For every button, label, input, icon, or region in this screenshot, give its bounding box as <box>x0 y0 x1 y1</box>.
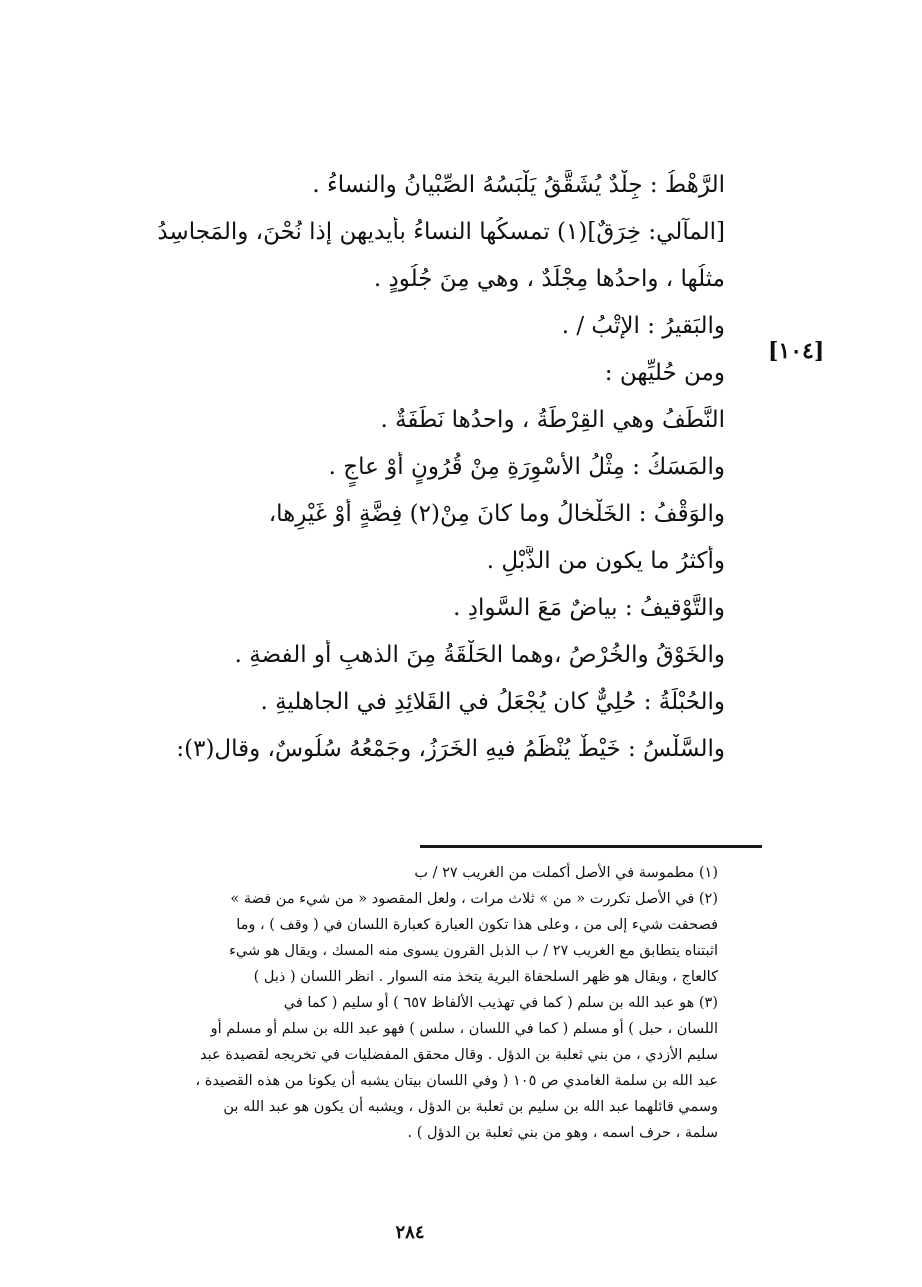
footnote-line: اللسان ، حبل ) أو مسلم ( كما في اللسان ، سلس ) فهو عبد الله بن سلم أو مسلم أو <box>210 1021 718 1037</box>
footnote-line: عبد الله بن سلمة الغامدي ص ١٠٥ ( وفي اللسان بيتان يشبه أن يكونا من هذه القصيدة ، <box>195 1073 718 1089</box>
footnote-line: كالعاج ، ويقال هو ظهر السلحفاة البرية يتخذ منه السوار . انظر اللسان ( ذبل ) <box>253 969 718 985</box>
footnote-line: اثبتناه يتطابق مع الغريب ٢٧ / ب الذبل القرون يسوى منه المسك ، ويقال هو شيء <box>229 943 718 959</box>
footnote-line: فصحفت شيء إلى من ، وعلى هذا تكون العبارة كعبارة اللسان في ( وقف ) ، وما <box>236 917 718 933</box>
text-line: [المآلي: خِرَقٌ](١) تمسكُها النساءُ بأيديهن إذا نُحْنَ، والمَجاسِدُ <box>157 219 725 245</box>
text-line: والوَقْفُ : الخَلْخالُ وما كانَ مِنْ(٢) فِضَّةٍ أوْ غَيْرِها، <box>268 501 725 527</box>
text-line: والبَقيرُ : الإتْبُ / . <box>561 313 725 339</box>
text-line: الرَّهْطُ : جِلْدٌ يُشَقَّقُ يَلْبَسُهُ الصِّبْيانُ والنساءُ . <box>312 172 725 198</box>
footnote-line: (٢) في الأصل تكررت « من » ثلاث مرات ، ولعل المقصود « من شيء من فضة » <box>230 891 718 907</box>
text-line: وأكثرُ ما يكون من الذَّبْلِ . <box>486 548 725 574</box>
footnote-line: (١) مطموسة في الأصل أكملت من الغريب ٢٧ / ب <box>414 865 718 881</box>
text-line: النَّطَفُ وهي القِرْطَةُ ، واحدُها نَطَفَةٌ . <box>380 407 725 433</box>
text-line: والخَوْقُ والخُرْصُ ،وهما الحَلْقَةُ مِنَ الذهبِ أو الفضةِ . <box>234 642 725 668</box>
footnote-line: سليم الأزدي ، من بني ثعلبة بن الدؤل . وقال محقق المفضليات في تخريجه لقصيدة عبد <box>199 1047 718 1063</box>
text-line: والسَّلْسُ : خَيْطٌ يُنْظَمُ فيهِ الخَرَزُ، وجَمْعُهُ سُلُوسٌ، وقال(٣): <box>176 736 725 762</box>
folio-marker: [١٠٤] <box>768 338 825 364</box>
footnotes <box>100 860 718 1146</box>
footnote-line: وسمي قائلهما عبد الله بن سليم بن ثعلبة بن الدؤل ، ويشبه أن يكون هو عبد الله بن <box>223 1099 718 1115</box>
page-number: ٢٨٤ <box>395 1222 425 1243</box>
text-line: والتَّوْقيفُ : بياضٌ مَعَ السَّوادِ . <box>453 595 725 621</box>
footnote-divider <box>420 845 762 848</box>
footnote-line: سلمة ، حرف اسمه ، وهو من بني ثعلبة بن الدؤل ) . <box>407 1125 718 1141</box>
text-line: والحُبْلَةُ : حُلِيٌّ كان يُجْعَلُ في القَلائِدِ في الجاهليةِ . <box>260 689 725 715</box>
text-line: مثلُها ، واحدُها مِجْلَدٌ ، وهي مِنَ جُلُودٍ . <box>373 266 725 292</box>
text-line: ومن حُليِّهن : <box>604 360 725 386</box>
footnote-line: (٣) هو عبد الله بن سلم ( كما في تهذيب الألفاظ ٦٥٧ ) أو سليم ( كما في <box>283 995 718 1011</box>
text-line: والمَسَكُ : مِثْلُ الأسْوِرَةِ مِنْ قُرُونٍ أوْ عاجٍ . <box>328 454 725 480</box>
main-text <box>100 170 725 781</box>
